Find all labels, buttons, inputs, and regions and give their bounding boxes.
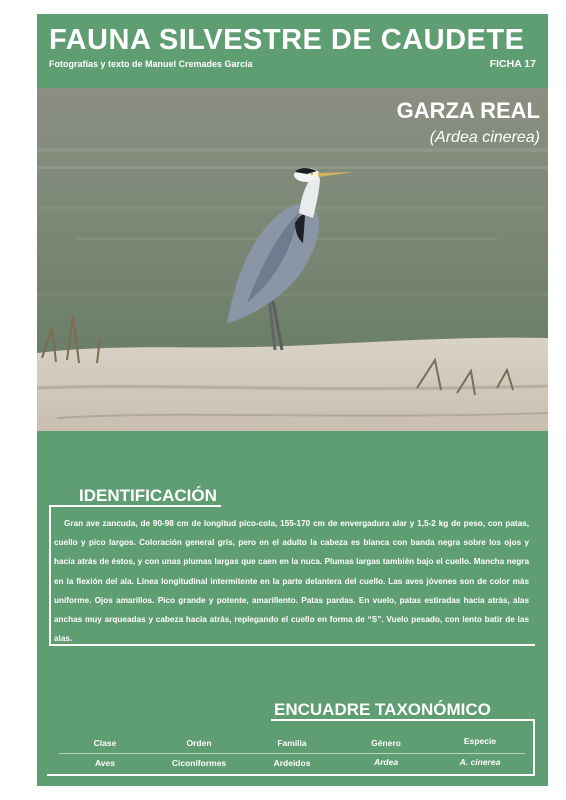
identification-text: Gran ave zancuda, de 90-98 cm de longitud pico-cola, 155-170 cm de envergadura alar y 1,5-2 kg de peso, con patas, cuello y pico largos. Coloración general gris, pero en el adulto la cabeza es blanca con banda negra sobre los ojos y hacia atrás de éstos, y con unas plumas largas que caen en la nuca. Plumas largas también bajo el cuello. Mancha negra en la flexión del ala. Línea longitudinal intermitente en la parte delantera del cuello. Las aves jóvenes son de color más uniforme. Ojos amarillos. Pico grande y potente, amarillento. Patas pardas. En vuelo, patas estiradas hacia atrás, alas anchas muy arqueadas y cabeza hacia atrás, replegando el cuello en forma de “S”. Vuelo pesado, con lento batir de las alas. xyxy=(54,519,529,644)
taxonomy-header-orden: Orden xyxy=(186,738,212,748)
taxonomy-value-genero: Ardea xyxy=(373,757,399,767)
taxonomy-frame-right xyxy=(533,719,535,776)
taxonomy-value-familia: Ardeidos xyxy=(273,758,311,768)
species-sheet xyxy=(37,14,548,786)
taxonomy-header-genero: Género xyxy=(371,738,401,748)
species-common-name: GARZA REAL xyxy=(396,98,540,123)
main-title: FAUNA SILVESTRE DE CAUDETE xyxy=(49,24,525,56)
sheet-number: FICHA 17 xyxy=(489,58,536,70)
identification-heading: IDENTIFICACIÓN xyxy=(79,486,217,505)
taxonomy-header-clase: Clase xyxy=(93,738,117,748)
taxonomy-value-clase: Aves xyxy=(94,758,115,768)
photo-credit: Fotografías y texto de Manuel Cremades García xyxy=(49,59,253,69)
taxonomy-value-especie: A. cinerea xyxy=(459,757,501,767)
taxonomy-heading: ENCUADRE TAXONÓMICO xyxy=(274,700,491,719)
identification-frame-top xyxy=(49,505,221,507)
taxonomy-header-familia: Familia xyxy=(277,738,307,748)
taxonomy-divider xyxy=(59,753,525,754)
species-scientific-name: (Ardea cinerea) xyxy=(429,129,540,146)
taxonomy-value-orden: Ciconiformes xyxy=(171,758,227,768)
taxonomy-header-especie: Especie xyxy=(463,736,497,746)
taxonomy-frame-top xyxy=(271,719,535,721)
identification-frame-left xyxy=(49,505,51,646)
taxonomy-frame-bottom xyxy=(47,774,535,776)
